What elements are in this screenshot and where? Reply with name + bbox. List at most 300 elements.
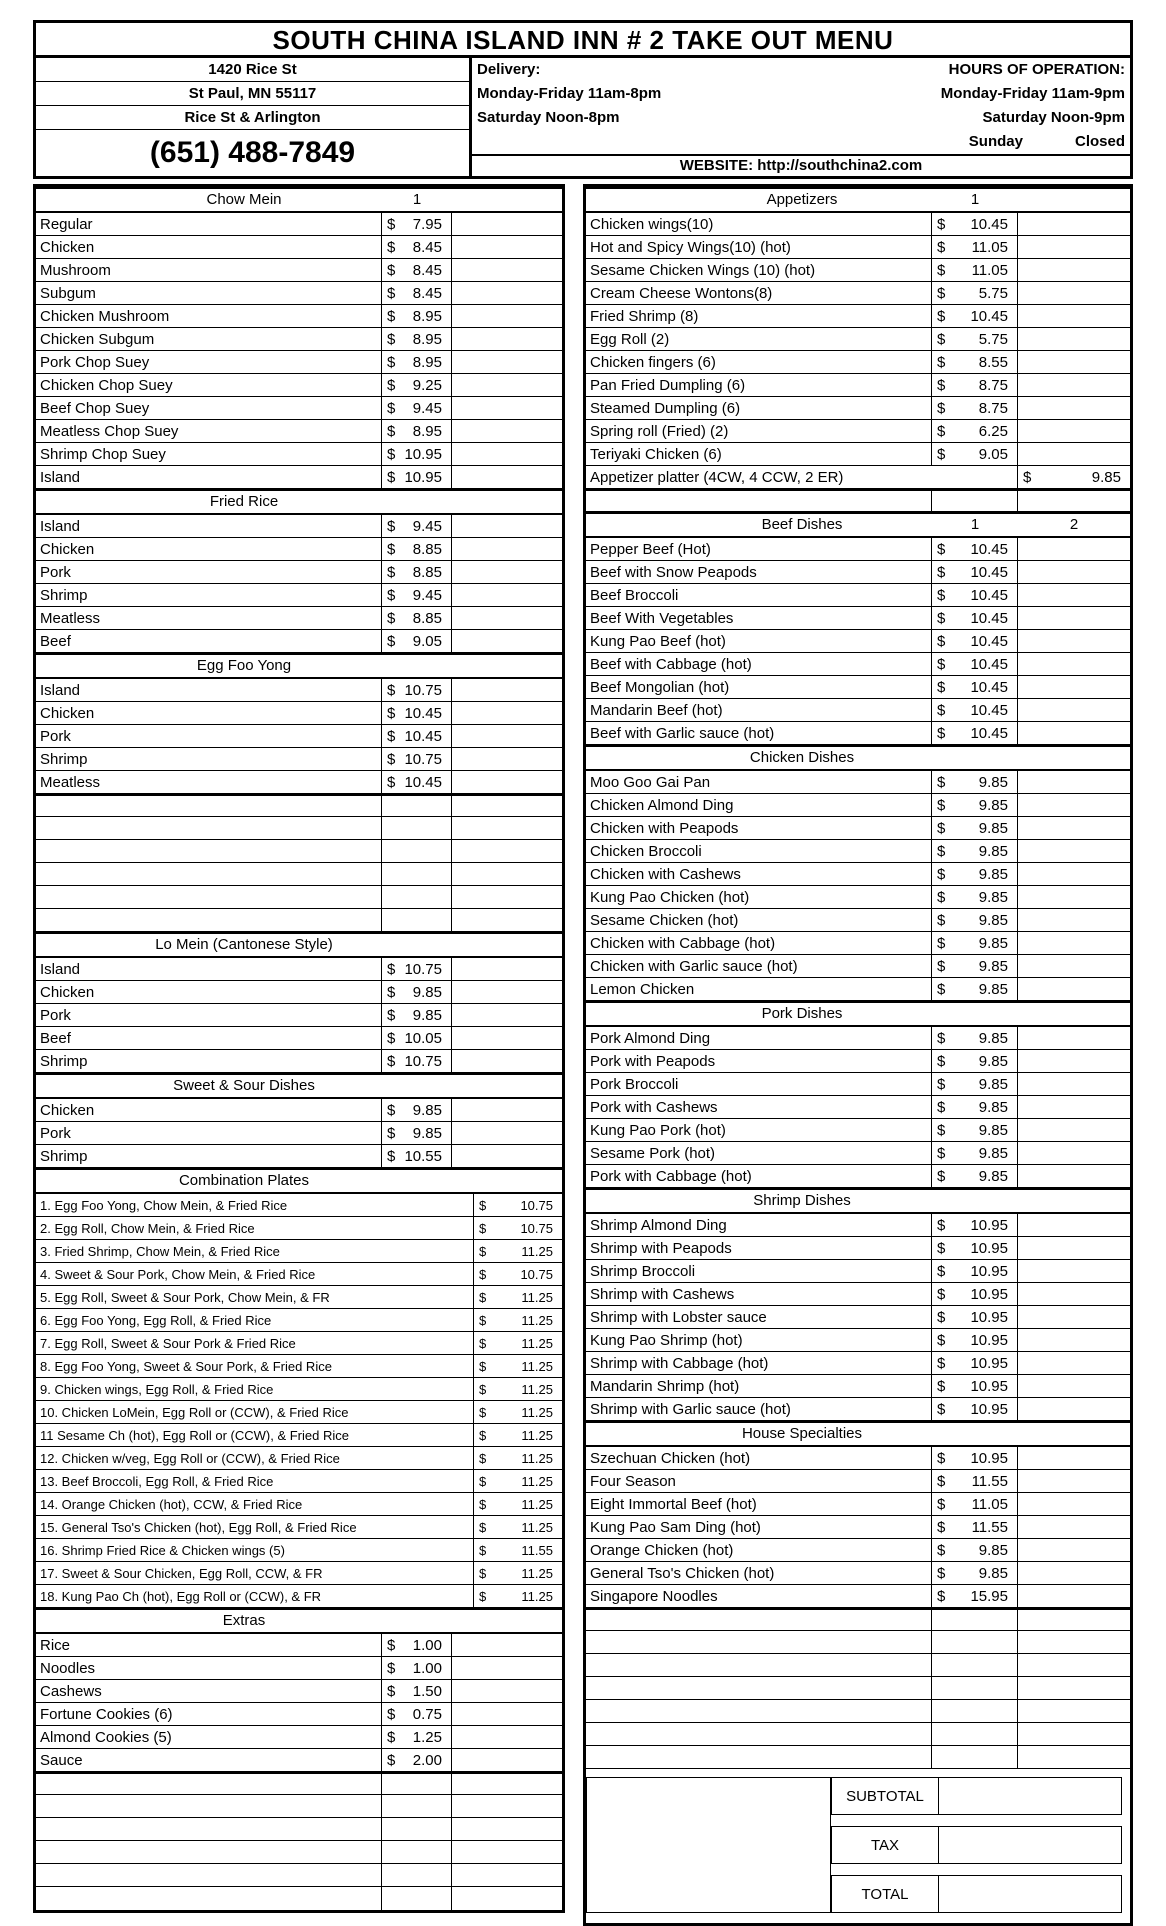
price-amount: 5.75 xyxy=(978,330,1008,348)
item-price xyxy=(382,282,452,304)
item-price xyxy=(932,1723,1018,1745)
menu-item-row xyxy=(36,1516,562,1539)
item-price xyxy=(932,1283,1018,1305)
item-price xyxy=(382,515,452,537)
price-amount: 9.85 xyxy=(978,819,1008,837)
price-amount: 10.45 xyxy=(970,655,1008,673)
item-price xyxy=(932,722,1018,744)
currency-sign: $ xyxy=(387,750,396,768)
price-amount: 11.05 xyxy=(971,1495,1008,1513)
item-price xyxy=(382,679,452,701)
item-price xyxy=(932,1306,1018,1328)
item-price xyxy=(474,1493,562,1515)
currency-sign: $ xyxy=(387,632,396,650)
item-price xyxy=(382,538,452,560)
menu-item-row xyxy=(586,1329,1130,1352)
price-amount: 11.25 xyxy=(521,1519,553,1535)
item-name: Orange Chicken (hot) xyxy=(586,1539,932,1561)
menu-item-row xyxy=(586,653,1130,676)
item-price xyxy=(382,817,452,839)
item-name: Mandarin Shrimp (hot) xyxy=(586,1375,932,1397)
currency-sign: $ xyxy=(937,563,946,581)
price-amount: 9.85 xyxy=(978,1098,1008,1116)
currency-sign: $ xyxy=(387,353,396,371)
item-name: Shrimp with Cashews xyxy=(586,1283,932,1305)
item-price xyxy=(932,351,1018,373)
currency-sign: $ xyxy=(937,1052,946,1070)
item-price xyxy=(382,397,452,419)
currency-sign: $ xyxy=(387,1751,396,1769)
item-price xyxy=(932,1562,1018,1584)
qty-cell xyxy=(1018,1447,1130,1469)
section-title: Fried Rice xyxy=(209,493,279,510)
section-title: Egg Foo Yong xyxy=(196,657,292,674)
section-title: Beef Dishes xyxy=(761,516,843,533)
menu-item-row xyxy=(36,607,562,630)
item-name: Four Season xyxy=(586,1470,932,1492)
currency-sign: $ xyxy=(479,1266,487,1282)
menu-item-row xyxy=(586,1283,1130,1306)
price-amount: 9.25 xyxy=(412,376,442,394)
price-amount: 11.25 xyxy=(521,1289,553,1305)
item-name: Shrimp Chop Suey xyxy=(36,443,382,465)
item-name: Shrimp xyxy=(36,1050,382,1072)
menu-item-row xyxy=(586,1585,1130,1608)
currency-sign: $ xyxy=(937,934,946,952)
qty-cell xyxy=(1018,699,1130,721)
item-name: Pork with Cabbage (hot) xyxy=(586,1165,932,1187)
item-name: Beef with Snow Peapods xyxy=(586,561,932,583)
price-amount: 11.55 xyxy=(971,1518,1008,1536)
qty-cell xyxy=(452,584,562,606)
qty-cell xyxy=(1018,978,1130,1000)
menu-item-row xyxy=(586,607,1130,630)
currency-sign: $ xyxy=(937,819,946,837)
menu-item-row xyxy=(36,981,562,1004)
currency-sign: $ xyxy=(937,701,946,719)
item-name: Noodles xyxy=(36,1657,382,1679)
price-amount: 11.05 xyxy=(971,261,1008,279)
price-amount: 10.45 xyxy=(404,773,442,791)
item-name: Lemon Chicken xyxy=(586,978,932,1000)
menu-item-row xyxy=(586,1237,1130,1260)
section-col2-label xyxy=(1018,1423,1130,1445)
section-col2-label xyxy=(1018,1190,1130,1212)
item-price xyxy=(382,840,452,862)
price-amount: 8.95 xyxy=(412,353,442,371)
item-price xyxy=(382,351,452,373)
currency-sign: $ xyxy=(479,1197,487,1213)
currency-sign: $ xyxy=(937,865,946,883)
price-amount: 10.95 xyxy=(970,1400,1008,1418)
item-name: Island xyxy=(36,958,382,980)
item-name: Chicken Subgum xyxy=(36,328,382,350)
item-name: 11 Sesame Ch (hot), Egg Roll or (CCW), & Fried Rice xyxy=(36,1424,474,1446)
currency-sign: $ xyxy=(937,1075,946,1093)
item-price xyxy=(932,1470,1018,1492)
currency-sign: $ xyxy=(1023,468,1032,486)
menu-item-row xyxy=(586,817,1130,840)
section-col1-label xyxy=(932,747,1018,769)
price-amount: 9.85 xyxy=(978,796,1008,814)
qty-cell xyxy=(452,561,562,583)
qty-cell xyxy=(1018,538,1130,560)
price-amount: 1.00 xyxy=(412,1659,442,1677)
currency-sign: $ xyxy=(937,445,946,463)
item-name: Chicken with Cashews xyxy=(586,863,932,885)
section-col2-label xyxy=(452,655,562,677)
item-name: Kung Pao Beef (hot) xyxy=(586,630,932,652)
menu-item-row xyxy=(36,213,562,236)
blank-qty-cell xyxy=(1018,1610,1130,1630)
item-name: Pork xyxy=(36,1122,382,1144)
item-name: Shrimp with Garlic sauce (hot) xyxy=(586,1398,932,1420)
item-price xyxy=(382,607,452,629)
menu-item-row xyxy=(586,722,1130,745)
menu-item-row xyxy=(586,1375,1130,1398)
item-name: Chicken wings(10) xyxy=(586,213,932,235)
qty-cell xyxy=(1018,420,1130,442)
item-name: 1. Egg Foo Yong, Chow Mein, & Fried Rice xyxy=(36,1194,474,1216)
blank-name-cell xyxy=(586,1610,932,1630)
menu-item-row xyxy=(586,328,1130,351)
section-col2-label xyxy=(452,934,562,956)
item-price xyxy=(474,1516,562,1538)
item-price xyxy=(932,817,1018,839)
item-price xyxy=(932,1375,1018,1397)
menu-item-row xyxy=(586,282,1130,305)
item-name: Kung Pao Sam Ding (hot) xyxy=(586,1516,932,1538)
menu-item-row xyxy=(36,1194,562,1217)
qty-cell xyxy=(1018,1329,1130,1351)
menu-item-row xyxy=(36,1703,562,1726)
item-price xyxy=(382,1634,452,1656)
section-col2-label: 2 xyxy=(1069,516,1079,533)
section-col2-label xyxy=(452,189,562,211)
blank-qty-cell xyxy=(452,909,562,931)
item-price xyxy=(382,1027,452,1049)
item-name: Pork Almond Ding xyxy=(586,1027,932,1049)
subtotal-value-box xyxy=(939,1777,1122,1815)
sunday-value: Closed xyxy=(1074,133,1125,150)
item-price xyxy=(1018,466,1130,488)
menu-item-row xyxy=(586,840,1130,863)
item-name: Chicken xyxy=(36,702,382,724)
currency-sign: $ xyxy=(937,399,946,417)
item-name: Rice xyxy=(36,1634,382,1656)
currency-sign: $ xyxy=(937,957,946,975)
item-price xyxy=(932,443,1018,465)
section-col1-label xyxy=(382,1610,452,1632)
item-name: Beef Broccoli xyxy=(586,584,932,606)
price-amount: 9.85 xyxy=(978,957,1008,975)
item-price xyxy=(932,236,1018,258)
section-col1-label xyxy=(382,491,452,513)
tax-row xyxy=(831,1826,1122,1864)
item-name: Chicken xyxy=(36,1099,382,1121)
price-amount: 11.25 xyxy=(521,1404,553,1420)
price-amount: 9.85 xyxy=(978,1541,1008,1559)
blank-qty-cell xyxy=(1018,1631,1130,1653)
item-price xyxy=(474,1562,562,1584)
price-amount: 10.55 xyxy=(404,1147,442,1165)
item-price xyxy=(382,748,452,770)
menu-item-row xyxy=(586,794,1130,817)
item-price xyxy=(382,1795,452,1817)
item-name: Pork with Peapods xyxy=(586,1050,932,1072)
item-name: 6. Egg Foo Yong, Egg Roll, & Fried Rice xyxy=(36,1309,474,1331)
subtotal-row xyxy=(831,1777,1122,1815)
section-col1-label: 1 xyxy=(412,191,422,208)
address-line-2: St Paul, MN 55117 xyxy=(36,82,469,106)
item-price xyxy=(382,259,452,281)
price-amount: 10.45 xyxy=(970,724,1008,742)
item-price xyxy=(382,1099,452,1121)
item-name: Subgum xyxy=(36,282,382,304)
price-amount: 10.45 xyxy=(970,609,1008,627)
blank-row xyxy=(36,817,562,840)
header-info xyxy=(33,58,1133,179)
currency-sign: $ xyxy=(387,681,396,699)
menu-item-row xyxy=(36,1355,562,1378)
menu-item-row xyxy=(586,1447,1130,1470)
totals-blank-box xyxy=(586,1777,831,1913)
item-name: Steamed Dumpling (6) xyxy=(586,397,932,419)
item-name: Shrimp with Lobster sauce xyxy=(586,1306,932,1328)
item-name: Hot and Spicy Wings(10) (hot) xyxy=(586,236,932,258)
price-amount: 2.00 xyxy=(412,1751,442,1769)
qty-cell xyxy=(1018,1470,1130,1492)
section-header-pork-dishes xyxy=(586,1001,1130,1027)
menu-left-column xyxy=(33,184,565,1913)
tax-value-box xyxy=(939,1826,1122,1864)
menu-item-row xyxy=(36,1657,562,1680)
price-amount: 10.45 xyxy=(404,727,442,745)
item-price xyxy=(932,794,1018,816)
item-price xyxy=(382,1864,452,1886)
item-price xyxy=(932,886,1018,908)
qty-cell xyxy=(1018,259,1130,281)
price-amount: 9.45 xyxy=(412,586,442,604)
menu-title: SOUTH CHINA ISLAND INN # 2 TAKE OUT MENU xyxy=(33,20,1133,58)
item-price xyxy=(932,1260,1018,1282)
menu-item-row xyxy=(586,909,1130,932)
qty-cell xyxy=(1018,676,1130,698)
menu-item-row xyxy=(586,1050,1130,1073)
menu-item-row xyxy=(586,1306,1130,1329)
menu-item-row xyxy=(36,1585,562,1608)
price-amount: 15.95 xyxy=(970,1587,1008,1605)
currency-sign: $ xyxy=(387,422,396,440)
item-price xyxy=(932,863,1018,885)
item-name: Mushroom xyxy=(36,259,382,281)
qty-cell xyxy=(452,282,562,304)
section-col1-label: 1 xyxy=(970,516,980,533)
item-name: Cream Cheese Wontons(8) xyxy=(586,282,932,304)
price-amount: 9.85 xyxy=(978,1167,1008,1185)
menu-item-row xyxy=(36,561,562,584)
price-amount: 8.95 xyxy=(412,307,442,325)
blank-name-cell xyxy=(36,886,382,908)
section-header-sweet-sour-dishes xyxy=(36,1073,562,1099)
qty-cell xyxy=(452,1099,562,1121)
item-price xyxy=(474,1240,562,1262)
item-price xyxy=(932,840,1018,862)
currency-sign: $ xyxy=(387,563,396,581)
totals-rows xyxy=(831,1777,1122,1913)
currency-sign: $ xyxy=(387,399,396,417)
currency-sign: $ xyxy=(937,1377,946,1395)
item-price xyxy=(932,1352,1018,1374)
menu-item-row xyxy=(586,1539,1130,1562)
item-name: Chicken Broccoli xyxy=(586,840,932,862)
item-price xyxy=(382,236,452,258)
menu-item-row xyxy=(586,1260,1130,1283)
currency-sign: $ xyxy=(937,1472,946,1490)
price-amount: 11.55 xyxy=(521,1542,553,1558)
item-name: 12. Chicken w/veg, Egg Roll or (CCW), & Fried Rice xyxy=(36,1447,474,1469)
qty-cell xyxy=(452,538,562,560)
menu-item-row xyxy=(586,1214,1130,1237)
blank-row xyxy=(36,863,562,886)
qty-cell xyxy=(1018,1165,1130,1187)
item-name: 16. Shrimp Fried Rice & Chicken wings (5) xyxy=(36,1539,474,1561)
item-price xyxy=(382,1122,452,1144)
qty-cell xyxy=(452,443,562,465)
item-name: 13. Beef Broccoli, Egg Roll, & Fried Rice xyxy=(36,1470,474,1492)
item-name: Shrimp with Peapods xyxy=(586,1237,932,1259)
currency-sign: $ xyxy=(479,1542,487,1558)
item-name: 5. Egg Roll, Sweet & Sour Pork, Chow Mein, & FR xyxy=(36,1286,474,1308)
item-name: 10. Chicken LoMein, Egg Roll or (CCW), & Fried Rice xyxy=(36,1401,474,1423)
currency-sign: $ xyxy=(387,983,396,1001)
currency-sign: $ xyxy=(479,1450,487,1466)
price-amount: 9.85 xyxy=(978,934,1008,952)
website-url: WEBSITE: http://southchina2.com xyxy=(472,154,1130,176)
menu-item-row xyxy=(586,676,1130,699)
takeout-menu-page xyxy=(33,20,1133,1926)
price-amount: 9.05 xyxy=(978,445,1008,463)
item-name: Meatless Chop Suey xyxy=(36,420,382,442)
currency-sign: $ xyxy=(479,1335,487,1351)
item-price xyxy=(382,1774,452,1794)
qty-cell xyxy=(1018,1375,1130,1397)
qty-cell xyxy=(1018,584,1130,606)
menu-item-row xyxy=(36,679,562,702)
price-amount: 10.75 xyxy=(520,1197,553,1213)
item-price xyxy=(932,1050,1018,1072)
price-amount: 10.45 xyxy=(970,540,1008,558)
blank-row xyxy=(36,1795,562,1818)
menu-item-row xyxy=(586,1027,1130,1050)
price-amount: 11.25 xyxy=(521,1312,553,1328)
qty-cell xyxy=(1018,1306,1130,1328)
currency-sign: $ xyxy=(479,1496,487,1512)
menu-item-row xyxy=(36,374,562,397)
currency-sign: $ xyxy=(937,307,946,325)
currency-sign: $ xyxy=(387,1006,396,1024)
price-amount: 9.85 xyxy=(978,865,1008,883)
price-amount: 0.75 xyxy=(412,1705,442,1723)
currency-sign: $ xyxy=(937,609,946,627)
item-price xyxy=(382,1004,452,1026)
item-price xyxy=(932,932,1018,954)
item-name: Chicken Mushroom xyxy=(36,305,382,327)
section-col2-label xyxy=(1018,189,1130,211)
item-name: 9. Chicken wings, Egg Roll, & Fried Rice xyxy=(36,1378,474,1400)
currency-sign: $ xyxy=(387,1682,396,1700)
item-price xyxy=(474,1355,562,1377)
qty-cell xyxy=(452,958,562,980)
menu-item-row xyxy=(586,1073,1130,1096)
currency-sign: $ xyxy=(937,1262,946,1280)
currency-sign: $ xyxy=(937,888,946,906)
delivery-line-2: Saturday Noon-8pm xyxy=(477,109,620,126)
price-amount: 9.85 xyxy=(978,842,1008,860)
menu-item-row xyxy=(36,1634,562,1657)
item-name: Singapore Noodles xyxy=(586,1585,932,1607)
menu-item-row xyxy=(586,863,1130,886)
currency-sign: $ xyxy=(937,422,946,440)
item-name: Pork xyxy=(36,561,382,583)
currency-sign: $ xyxy=(937,1285,946,1303)
address-line-1: 1420 Rice St xyxy=(36,58,469,82)
item-price xyxy=(382,1703,452,1725)
menu-item-row xyxy=(36,1309,562,1332)
price-amount: 8.85 xyxy=(412,563,442,581)
currency-sign: $ xyxy=(387,284,396,302)
schedule-spacer xyxy=(472,130,778,154)
currency-sign: $ xyxy=(387,727,396,745)
qty-cell xyxy=(1018,1398,1130,1420)
blank-row xyxy=(36,1841,562,1864)
currency-sign: $ xyxy=(479,1565,487,1581)
qty-cell xyxy=(1018,1119,1130,1141)
menu-item-row xyxy=(586,978,1130,1001)
menu-body xyxy=(33,184,1133,1926)
currency-sign: $ xyxy=(937,1564,946,1582)
section-title: Shrimp Dishes xyxy=(753,1192,851,1209)
section-header-lo-mein-cantonese-style xyxy=(36,932,562,958)
menu-item-row xyxy=(36,305,562,328)
section-header-shrimp-dishes xyxy=(586,1188,1130,1214)
section-col1-label xyxy=(382,655,452,677)
menu-item-row xyxy=(586,420,1130,443)
section-col2-label xyxy=(1018,1003,1130,1025)
qty-cell xyxy=(1018,1237,1130,1259)
price-amount: 9.85 xyxy=(978,980,1008,998)
currency-sign: $ xyxy=(387,960,396,978)
item-name: Meatless xyxy=(36,771,382,793)
menu-item-row xyxy=(586,1562,1130,1585)
item-name: 8. Egg Foo Yong, Sweet & Sour Pork, & Fried Rice xyxy=(36,1355,474,1377)
item-name: Sauce xyxy=(36,1749,382,1771)
currency-sign: $ xyxy=(479,1588,487,1604)
menu-item-row xyxy=(36,1240,562,1263)
menu-item-row xyxy=(36,958,562,981)
blank-name-cell xyxy=(586,1746,932,1768)
item-price xyxy=(932,1165,1018,1187)
subtotal-label: SUBTOTAL xyxy=(831,1777,939,1815)
item-price xyxy=(932,1398,1018,1420)
item-name: Fried Shrimp (8) xyxy=(586,305,932,327)
item-price xyxy=(932,1539,1018,1561)
total-row xyxy=(831,1875,1122,1913)
item-name: Chicken with Peapods xyxy=(586,817,932,839)
price-amount: 10.95 xyxy=(970,1449,1008,1467)
qty-cell xyxy=(1018,653,1130,675)
currency-sign: $ xyxy=(479,1473,487,1489)
